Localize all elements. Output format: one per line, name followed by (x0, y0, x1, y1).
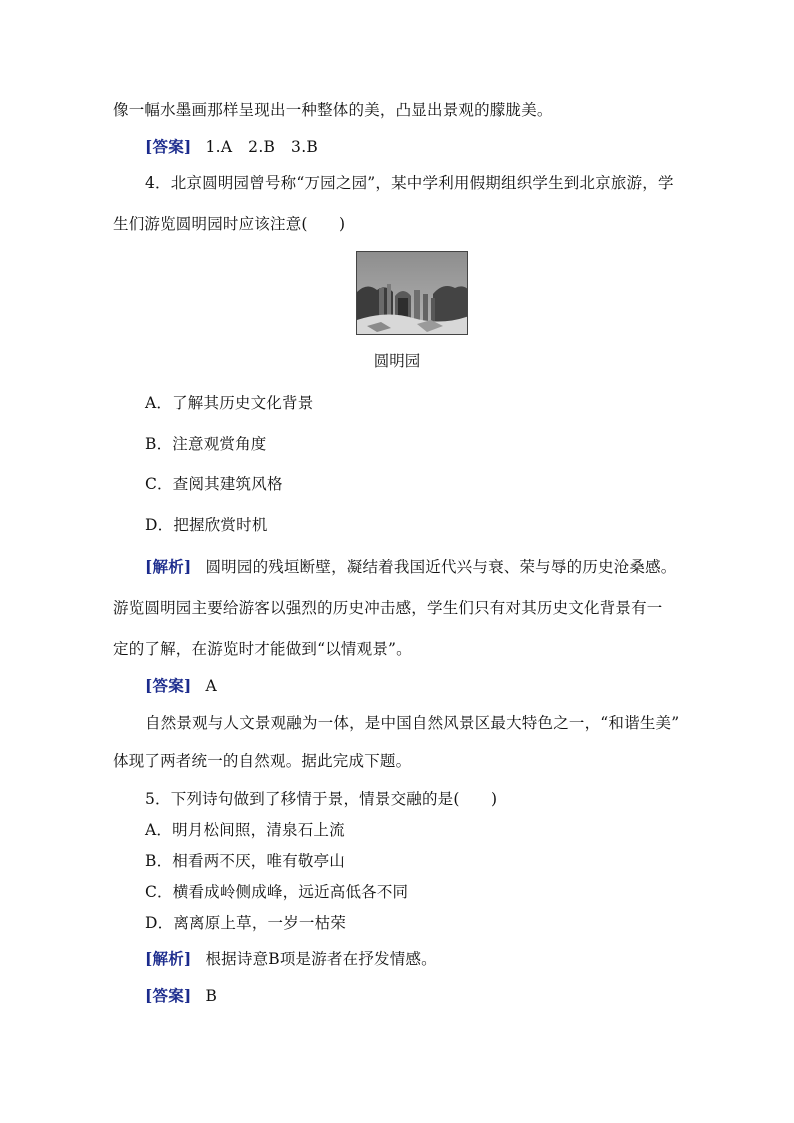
intro-line-1: 自然景观与人文景观融为一体，是中国自然风景区最大特色之一，“和谐生美” (145, 714, 680, 732)
option-5-c: C．横看成岭侧成峰，远近高低各不同 (145, 883, 409, 901)
answer-text: B (205, 987, 218, 1005)
analysis-tag: [解析] (145, 949, 192, 968)
option-4-b: B．注意观赏角度 (145, 435, 267, 453)
answer-text: 1.A 2.B 3.B (205, 138, 319, 156)
question-4-line-2: 生们游览圆明园时应该注意( ) (113, 215, 346, 233)
answer-5 (145, 986, 217, 1006)
yuanmingyuan-photo (356, 251, 468, 335)
answer-1 (145, 137, 318, 157)
answer-tag: [答案] (145, 137, 192, 156)
question-5: 5．下列诗句做到了移情于景，情景交融的是( ) (145, 790, 498, 808)
option-5-b: B．相看两不厌，唯有敬亭山 (145, 852, 345, 870)
analysis-4-line-3: 定的了解，在游览时才能做到“以情观景”。 (113, 640, 412, 658)
analysis-text: 根据诗意B项是游者在抒发情感。 (205, 950, 437, 968)
intro-line-2: 体现了两者统一的自然观。据此完成下题。 (113, 752, 412, 770)
analysis-tag: [解析] (145, 557, 192, 576)
option-5-a: A．明月松间照，清泉石上流 (145, 821, 345, 839)
answer-text: A (205, 677, 217, 695)
photo-caption: 圆明园 (373, 352, 421, 370)
answer-tag: [答案] (145, 986, 192, 1005)
answer-4 (145, 676, 217, 696)
option-4-c: C．查阅其建筑风格 (145, 475, 283, 493)
option-5-d: D．离离原上草，一岁一枯荣 (145, 914, 347, 932)
question-4-line-1: 4．北京圆明园曾号称“万园之园”，某中学利用假期组织学生到北京旅游，学 (145, 174, 674, 192)
option-4-d: D．把握欣赏时机 (145, 516, 268, 534)
option-4-a: A．了解其历史文化背景 (145, 394, 314, 412)
analysis-4-line-2: 游览圆明园主要给游客以强烈的历史冲击感，学生们只有对其历史文化背景有一 (113, 599, 663, 617)
answer-tag: [答案] (145, 676, 192, 695)
analysis-4-line-1 (145, 557, 676, 577)
analysis-5 (145, 949, 437, 969)
ruins-image-icon (357, 252, 468, 335)
text-line-1: 像一幅水墨画那样呈现出一种整体的美，凸显出景观的朦胧美。 (113, 101, 553, 119)
analysis-text: 圆明园的残垣断壁，凝结着我国近代兴与衰、荣与辱的历史沧桑感。 (205, 558, 677, 576)
